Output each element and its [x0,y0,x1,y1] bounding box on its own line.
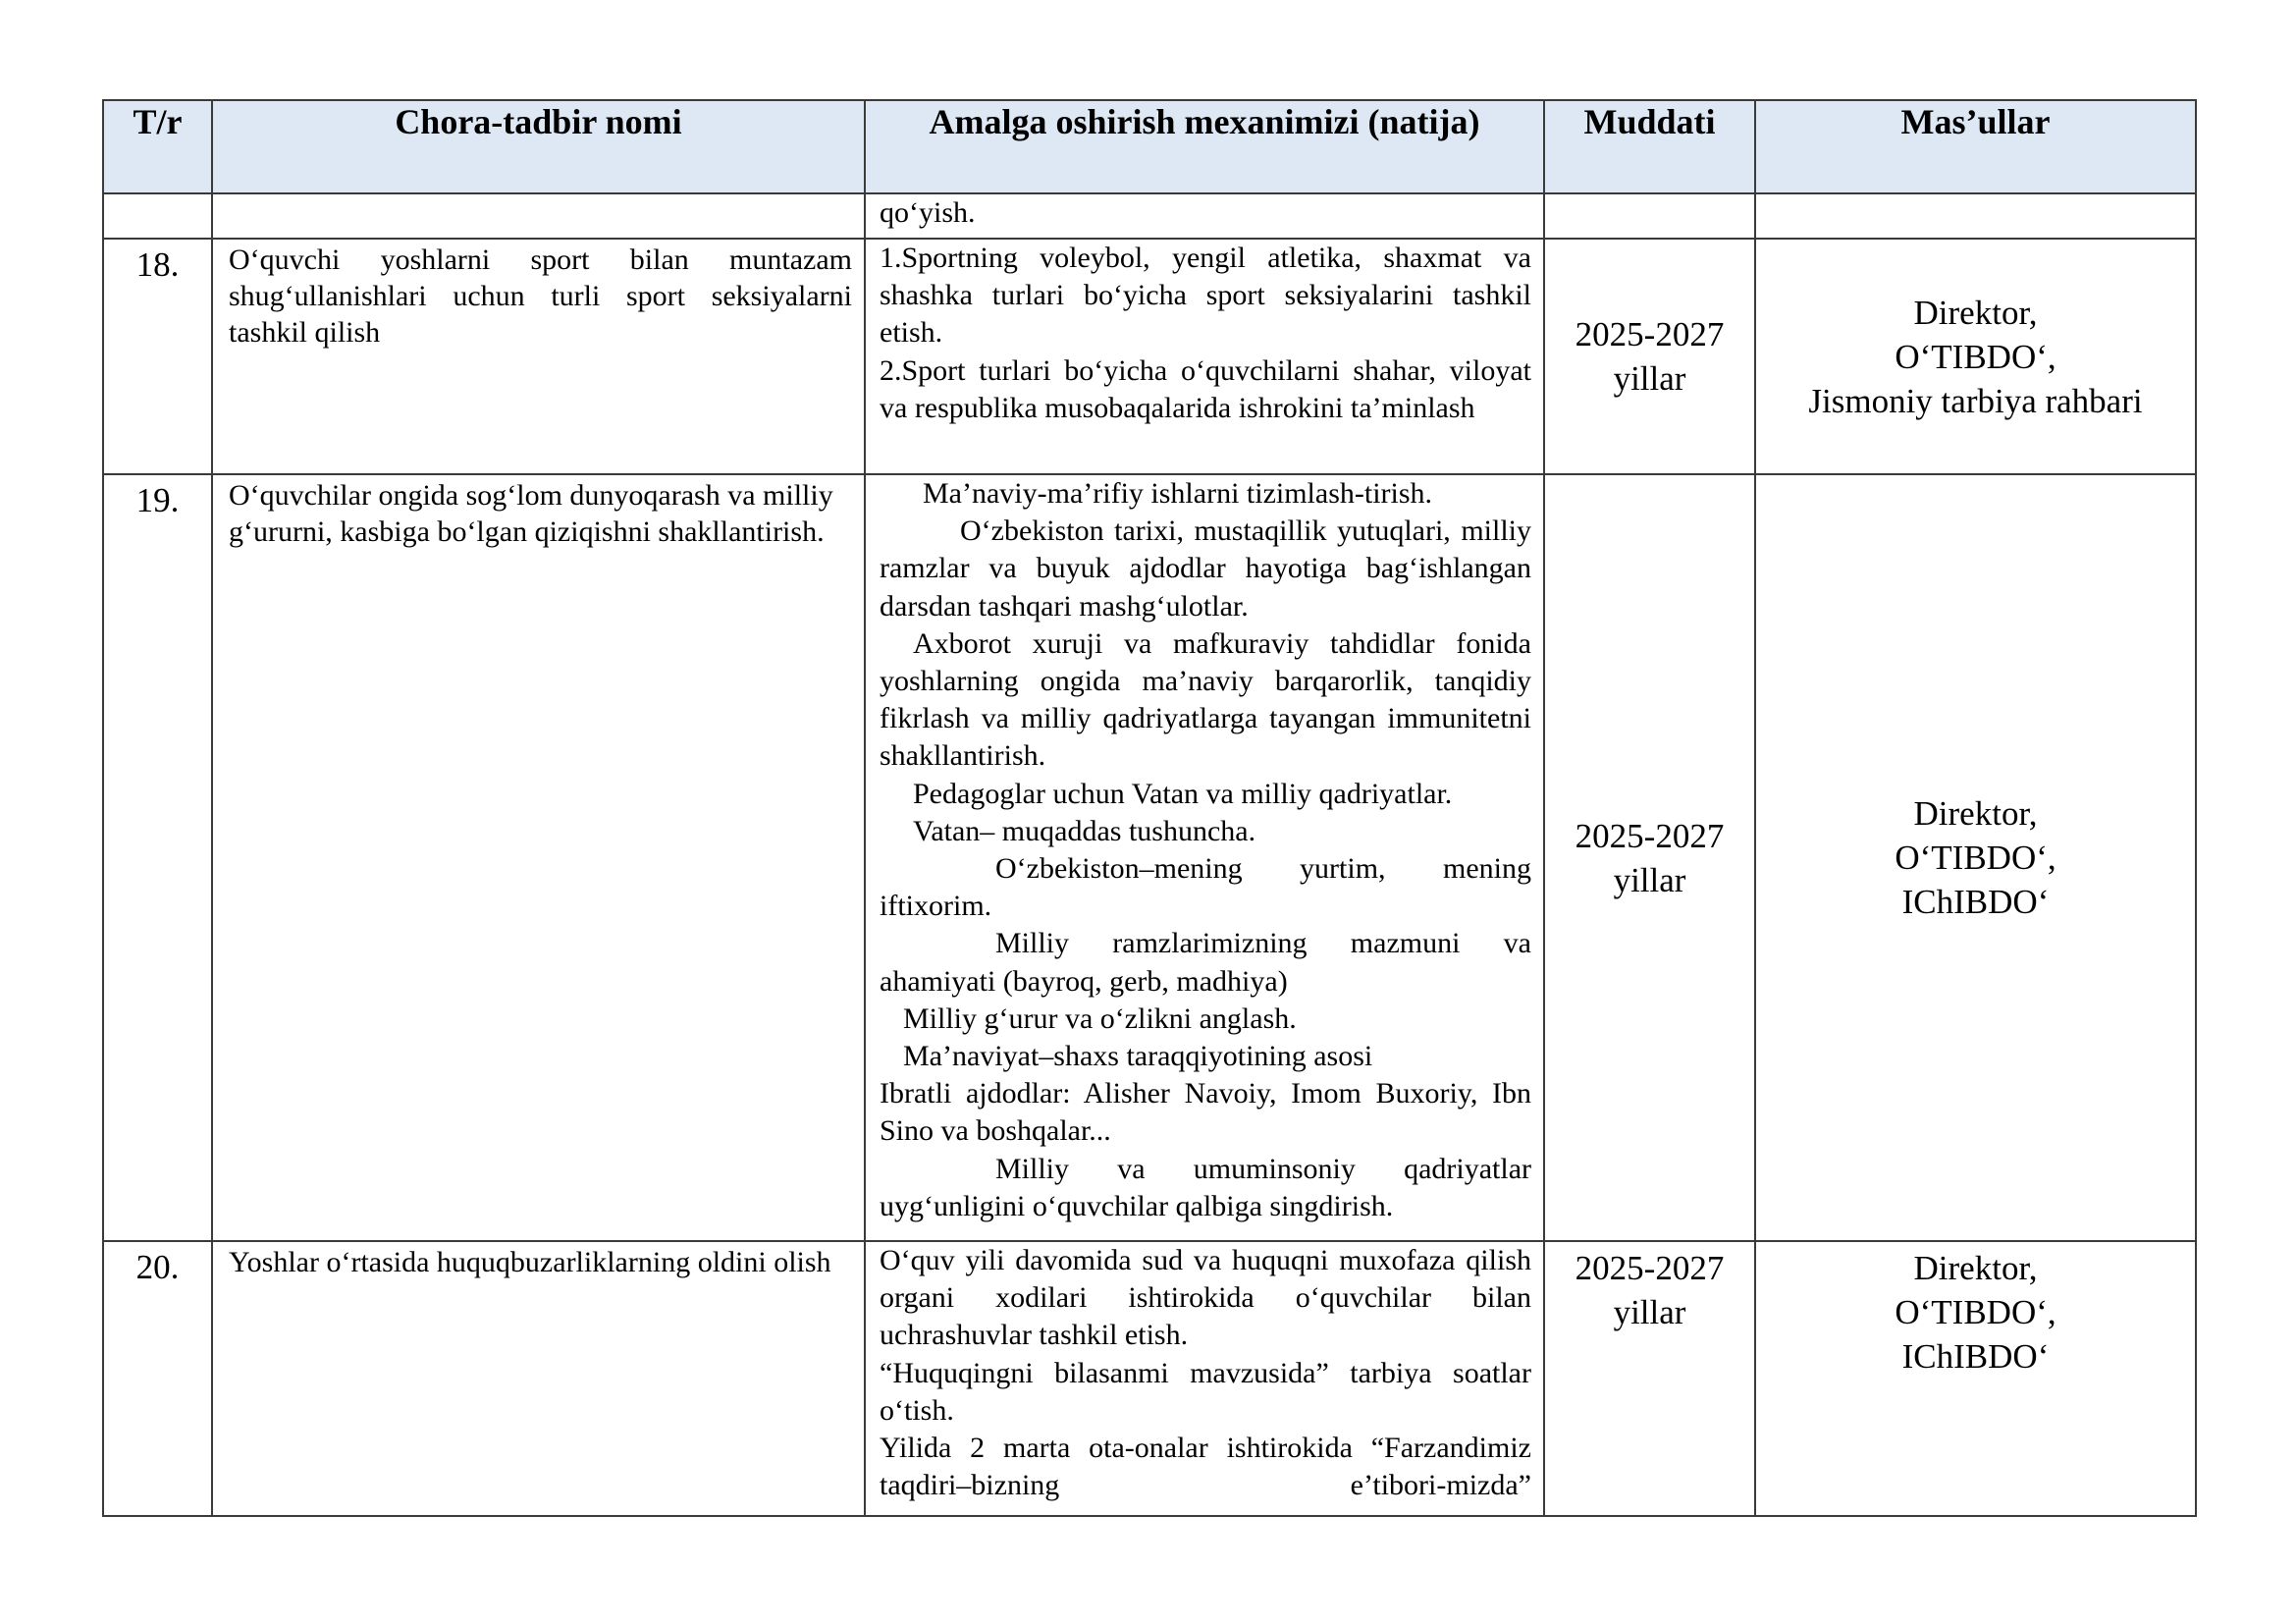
deadline-unit: yillar [1613,860,1686,899]
cell-responsible [1755,474,2196,1241]
mechanism-item: 1.Sportning voleybol, yengil atletika, shaxmat va shashka turlari bo‘yicha sport seksiyalarini tashkil etish. [880,242,1531,350]
deadline-years: 2025-2027 [1575,315,1725,353]
header-row [103,100,2196,193]
header-name: Chora-tadbir nomi [212,100,865,193]
table-row-continuation [103,193,2196,239]
responsible-item: O‘TIBDO‘, [1895,337,2056,376]
mechanism-item: Milliy ramzlarimizning mazmuni va ahamiyati (bayroq, gerb, madhiya) [880,927,1531,998]
mechanism-item: O‘zbekiston tarixi, mustaqillik yutuqlari, milliy ramzlar va buyuk ajdodlar hayotiga bag‘ishlangan darsdan tashqari mashg‘ulotlar. [880,514,1531,623]
cell-responsible [1755,193,2196,239]
mechanism-item: Ma’naviyat–shaxs taraqqiyotining asosi [903,1040,1373,1073]
cell-num [103,193,212,239]
cell-num: 18. [103,239,212,474]
cell-deadline [1544,239,1755,474]
cell-deadline [1544,1241,1755,1516]
cell-name: O‘quvchi yoshlarni sport bilan muntazam shug‘ullanishlari uchun turli sport seksiyalarni tashkil qilish [212,239,865,474]
responsible-item: O‘TIBDO‘, [1895,839,2056,877]
responsible-item: Direktor, [1913,293,2038,332]
action-plan-table [102,99,2197,1517]
mechanism-item: Axborot xuruji va mafkuraviy tahdidlar fonida yoshlarning ongida ma’naviy barqarorlik, tanqidiy fikrlash va milliy qadriyatlarga tayangan immunitetni shakllantirish. [880,626,1531,773]
cell-name: Yoshlar o‘rtasida huquqbuzarliklarning oldini olish [212,1241,865,1516]
responsible-item: Direktor, [1913,1249,2038,1287]
mechanism-item: O‘zbekiston–mening yurtim, mening iftixorim. [880,852,1531,923]
cell-mechanism [865,474,1544,1241]
responsible-item: Direktor, [1913,794,2038,833]
responsible-item: IChIBDO‘ [1901,883,2050,921]
cell-name: O‘quvchilar ongida sog‘lom dunyoqarash va milliy g‘ururni, kasbiga bo‘lgan qiziqishni shakllantirish. [212,474,865,1241]
table-row-20 [103,1241,2196,1516]
mechanism-item: Ibratli ajdodlar: Alisher Navoiy, Imom Buxoriy, Ibn Sino va boshqalar... [880,1077,1531,1148]
deadline-years: 2025-2027 [1575,1249,1725,1287]
header-deadline: Muddati [1544,100,1755,193]
cell-responsible [1755,1241,2196,1516]
mechanism-item: 2.Sport turlari bo‘yicha o‘quvchilarni shahar, viloyat va respublika musobaqalarida ishrokini ta’minlash [880,353,1531,424]
cell-mechanism [865,1241,1544,1516]
deadline-unit: yillar [1613,1293,1686,1331]
mechanism-item: Milliy va umuminsoniy qadriyatlar uyg‘unligini o‘quvchilar qalbiga singdirish. [880,1152,1531,1222]
cell-name [212,193,865,239]
cell-num: 20. [103,1241,212,1516]
mechanism-item: Yilida 2 marta ota-onalar ishtirokida “Farzandimiz taqdiri–bizning e’tibori-mizda” [880,1432,1531,1502]
responsible-item: IChIBDO‘ [1901,1337,2050,1376]
cell-mechanism [865,239,1544,474]
mechanism-item: O‘quv yili davomida sud va huquqni muxofaza qilish organi xodilari ishtirokida o‘quvchilar bilan uchrashuvlar tashkil etish. [880,1244,1531,1352]
mechanism-item: “Huquqingni bilasanmi mavzusida” tarbiya soatlar o‘tish. [880,1356,1531,1427]
cell-responsible [1755,239,2196,474]
cell-mechanism [865,193,1544,239]
mechanism-item: Vatan– muqaddas tushuncha. [913,814,1256,847]
header-num: T/r [103,100,212,193]
table-body [103,193,2196,1516]
table-row-19 [103,474,2196,1241]
deadline-unit: yillar [1613,359,1686,398]
mechanism-item: Pedagoglar uchun Vatan va milliy qadriyatlar. [913,777,1453,810]
table-header [103,100,2196,193]
header-mechanism: Amalga oshirish mexanimizi (natija) [865,100,1544,193]
deadline-years: 2025-2027 [1575,816,1725,855]
mechanism-item: Milliy g‘urur va o‘zlikni anglash. [903,1001,1297,1035]
mechanism-text: qo‘yish. [880,196,976,229]
responsible-item: Jismoniy tarbiya rahbari [1808,381,2143,420]
table-row-18 [103,239,2196,474]
cell-deadline [1544,474,1755,1241]
header-responsible: Mas’ullar [1755,100,2196,193]
cell-num: 19. [103,474,212,1241]
responsible-item: O‘TIBDO‘, [1895,1293,2056,1331]
mechanism-item: Ma’naviy-ma’rifiy ishlarni tizimlash-tirish. [923,477,1433,510]
cell-deadline [1544,193,1755,239]
